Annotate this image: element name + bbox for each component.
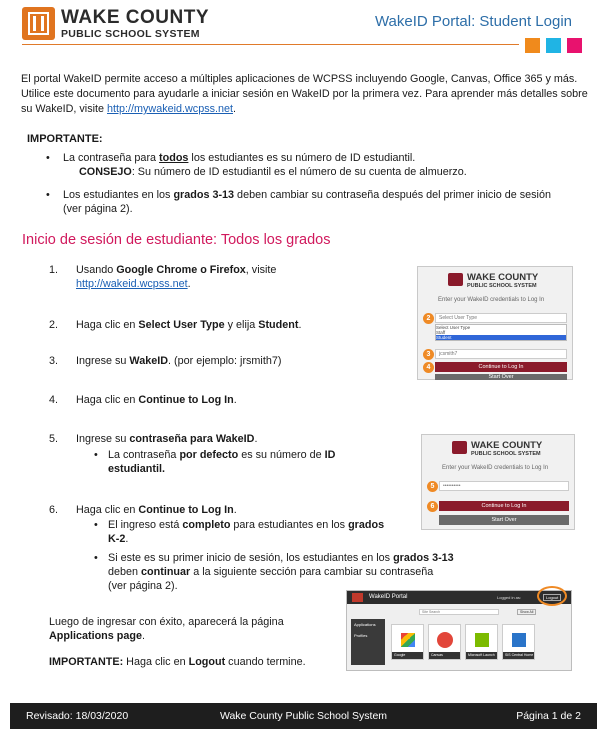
step-5-note: • La contraseña por defecto es su número de ID estudiantil.	[94, 448, 384, 476]
step-6-note-1: • El ingreso está completo para estudiantes en los grados K-2.	[94, 518, 389, 546]
book-icon	[28, 12, 49, 35]
applications-page-screenshot	[346, 590, 572, 671]
continue-button[interactable]: Continue to Log In	[435, 362, 567, 372]
closing-paragraph-2: IMPORTANTE: Haga clic en Logout cuando termine.	[49, 656, 306, 668]
user-type-select[interactable]: Select User Type	[435, 313, 567, 323]
revision-date: Revisado: 18/03/2020	[26, 710, 129, 722]
intro-paragraph: El portal WakeID permite acceso a múltiples aplicaciones de WCPSS incluyendo Google, Canvas, Office 365 y más. Utilice este documento para ayudarle a iniciar sesión en WakeID por la primera vez. Para aprender más detalles sobre su WakeID, visite http://mywakeid.wcpss.net.	[21, 73, 588, 115]
portal-top-bar: WakeID Portal Logged in as: Logout	[347, 591, 571, 604]
closing-paragraph-1: Luego de ingresar con éxito, aparecerá la página Applications page.	[49, 616, 284, 642]
logout-button[interactable]: Logout	[543, 594, 561, 601]
footer-org: Wake County Public School System	[219, 710, 388, 722]
canvas-icon	[437, 632, 453, 648]
wcpss-logo	[452, 441, 467, 454]
wcpss-logo	[448, 273, 463, 286]
logout-highlight-ring	[537, 586, 567, 606]
list-item: • Los estudiantes en los grados 3-13 deben cambiar su contraseña después del primer inicio de sesión (ver página 2).	[46, 188, 566, 216]
login-screenshot-1: WAKE COUNTY PUBLIC SCHOOL SYSTEM Enter your WakeID credentials to Log In 2 Select User Type Select User Type Staff Student 3 jcsmith7 4 Continue to Log In Start Over	[417, 266, 573, 380]
page-title: WakeID Portal: Student Login	[374, 13, 572, 30]
sis-tile[interactable]: SIS Central Home	[502, 624, 535, 660]
step-3: 3. Ingrese su WakeID. (por ejemplo: jrsmith7)	[49, 355, 282, 367]
wcpss-logo	[22, 7, 55, 40]
microsoft-tile[interactable]: Microsoft Launch	[465, 624, 498, 660]
google-tile[interactable]: Google	[391, 624, 424, 660]
login-screenshot-2: WAKE COUNTY PUBLIC SCHOOL SYSTEM Enter your WakeID credentials to Log In 5 •••••••••• 6 Continue to Log In Start Over	[421, 434, 575, 530]
mywakeid-link[interactable]: http://mywakeid.wcpss.net	[107, 103, 234, 115]
start-over-button[interactable]: Start Over	[439, 515, 569, 525]
important-heading: IMPORTANTE:	[27, 133, 103, 145]
wakeid-link[interactable]: http://wakeid.wcpss.net	[76, 278, 188, 290]
continue-button[interactable]: Continue to Log In	[439, 501, 569, 511]
tip-text: CONSEJO: Su número de ID estudiantil es el número de su cuenta de almuerzo.	[79, 166, 467, 178]
user-type-options: Select User Type Staff Student	[435, 324, 567, 341]
microsoft-icon	[475, 633, 489, 647]
page-number: Página 1 de 2	[516, 710, 581, 722]
step-6-note-2: • Si este es su primer inicio de sesión, los estudiantes en los grados 3-13 deben continuar a la siguiente sección para cambiar su contraseña (ver página 2).	[94, 551, 454, 593]
list-item: • La contraseña para todos los estudiantes es su número de ID estudiantil.	[46, 151, 566, 165]
orange-square	[525, 38, 540, 53]
org-subtitle: PUBLIC SCHOOL SYSTEM	[61, 28, 200, 40]
show-all-button[interactable]: Show All	[517, 609, 536, 615]
portal-sidebar: Applications Profiles	[351, 619, 385, 665]
wakeid-field[interactable]: jcsmith7	[435, 349, 567, 359]
section-title: Inicio de sesión de estudiante: Todos los grados	[22, 232, 331, 248]
site-search-input[interactable]: Site Search	[419, 609, 499, 615]
start-over-button[interactable]: Start Over	[435, 374, 567, 380]
step-6: 6. Haga clic en Continue to Log In.	[49, 504, 237, 516]
google-icon	[401, 633, 415, 647]
step-1: 1. Usando Google Chrome o Firefox, visite http://wakeid.wcpss.net.	[49, 264, 277, 290]
step-2: 2. Haga clic en Select User Type y elija Student.	[49, 319, 302, 331]
step-4: 4. Haga clic en Continue to Log In.	[49, 394, 237, 406]
page-footer	[10, 703, 597, 729]
sis-icon	[512, 633, 526, 647]
important-list	[46, 151, 566, 165]
step-5: 5. Ingrese su contraseña para WakeID.	[49, 433, 258, 445]
password-field[interactable]: ••••••••••	[439, 481, 569, 491]
portal-logo	[352, 593, 363, 602]
blue-square	[546, 38, 561, 53]
header-divider	[22, 44, 519, 45]
canvas-tile[interactable]: Canvas	[428, 624, 461, 660]
magenta-square	[567, 38, 582, 53]
org-name: WAKE COUNTY	[61, 7, 209, 28]
